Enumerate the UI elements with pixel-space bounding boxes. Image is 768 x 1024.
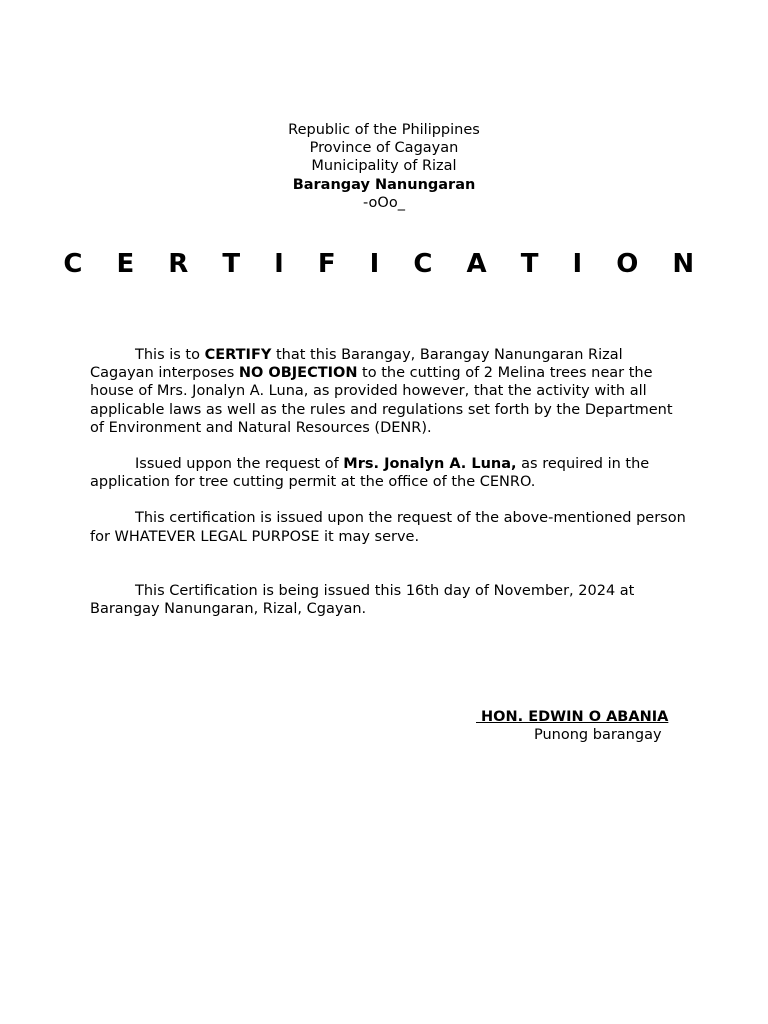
signature-block <box>476 708 668 744</box>
p1-certify-bold: CERTIFY <box>204 347 272 363</box>
document-title: C E R T I F I C A T I O N <box>63 249 707 279</box>
p1-no-objection-bold: NO OBJECTION <box>238 365 358 382</box>
paragraph-certify <box>90 346 690 437</box>
signatory-name: HON. EDWIN O ABANIA <box>476 709 669 725</box>
paragraph-request <box>90 455 690 491</box>
header-republic: Republic of the Philippines <box>288 122 480 138</box>
p2-text-a: Issued uppon the request of <box>135 456 344 473</box>
p1-text-e: to the cutting of 2 Melina trees near the house of Mrs. Jonalyn A. Luna, as provided however, that the activity with all applicable laws as well as the rules and regulations set forth by the Department of Environment and Natural Resources (DENR). <box>90 365 673 436</box>
p1-text-a: This is to <box>135 347 205 363</box>
letterhead <box>0 121 768 212</box>
header-barangay: Barangay Nanungaran <box>292 176 476 193</box>
p3-text: This certification is issued upon the request of the above-mentioned person for WHATEVER LEGAL PURPOSE it may serve. <box>90 510 686 545</box>
header-municipality: Municipality of Rizal <box>311 158 457 175</box>
header-ornament: -oOo_ <box>363 194 405 211</box>
header-province: Province of Cagayan <box>309 140 459 157</box>
p4-text: This Certification is being issued this 16th day of November, 2024 at Barangay Nanungaran, Rizal, Cgayan. <box>90 582 635 618</box>
p1-text-c: that this Barangay, Barangay Nanungaran Rizal Cagayan interposes <box>90 347 623 382</box>
certification-body <box>90 346 690 618</box>
p2-requester-bold: Mrs. Jonalyn A. Luna, <box>343 456 517 473</box>
paragraph-issued-date <box>90 582 690 618</box>
signatory-title: Punong barangay <box>534 727 662 744</box>
p2-text-c: as required in the application for tree cutting permit at the office of the CENRO. <box>90 456 650 491</box>
paragraph-purpose <box>90 509 690 545</box>
